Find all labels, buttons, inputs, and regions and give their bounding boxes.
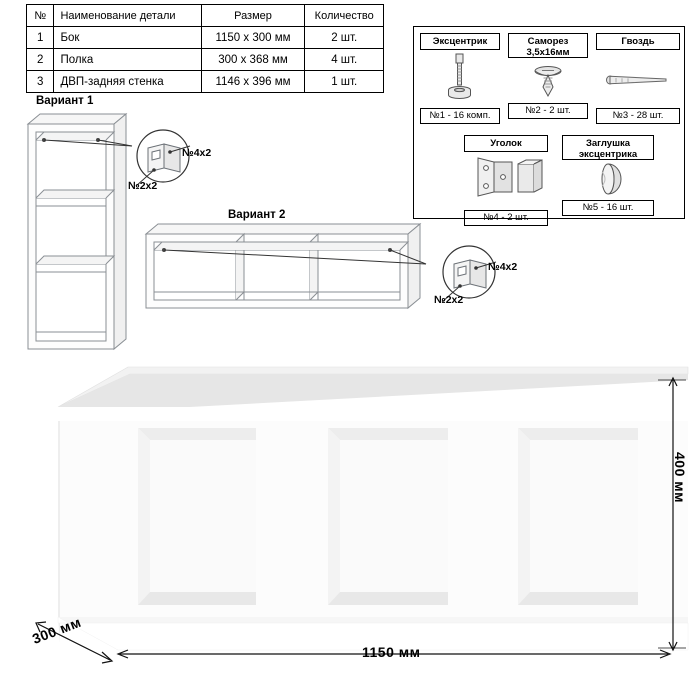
table-row [27,71,384,93]
column-header-number: № [27,5,54,27]
variant-1-label: Вариант 1 [36,95,94,107]
screw-icon [508,58,588,103]
cell-size: 300 х 368 мм [201,49,305,71]
hardware-list [413,26,685,223]
corner-bracket-icon [464,152,548,210]
variant-1-callout-bubble [118,126,208,206]
dimension-width: 1150 мм [362,644,421,660]
hardware-title-line2: 3,5х16мм [526,47,570,58]
column-header-qty: Количество [305,5,384,27]
cell-qty: 4 шт. [305,49,384,71]
cell-name: Бок [54,27,201,49]
cell-name: ДВП-задняя стенка [54,71,201,93]
cam-cover-icon [562,160,654,200]
table-header-row [27,5,384,27]
hardware-item-nail [596,33,680,124]
column-header-name: Наименование детали [54,5,201,27]
hardware-title: Гвоздь [596,33,680,50]
cell-size: 1146 х 396 мм [201,71,305,93]
hardware-title-line1: Саморез [527,36,569,47]
column-header-size: Размер [201,5,305,27]
nail-icon [596,50,680,108]
hardware-title [508,33,588,58]
hardware-qty: №4 - 2 шт. [464,210,548,226]
hardware-title [562,135,654,160]
hardware-item-eccentric [420,33,500,124]
cell-number: 1 [27,27,54,49]
hardware-qty: №2 - 2 шт. [508,103,588,119]
variant-2-callout-2: №2х2 [434,294,464,306]
hardware-qty: №3 - 28 шт. [596,108,680,124]
cell-number: 3 [27,71,54,93]
cell-qty: 1 шт. [305,71,384,93]
hardware-item-cam-cover [562,135,654,216]
variant-2-callout-bubble [424,240,514,320]
dimension-height: 400 мм [672,452,688,503]
cell-size: 1150 х 300 мм [201,27,305,49]
table-row [27,27,384,49]
cell-name: Полка [54,49,201,71]
parts-table [26,4,384,93]
hardware-title: Уголок [464,135,548,152]
variant-2-label: Вариант 2 [228,209,286,221]
hardware-title-line2: эксцентрика [578,149,638,160]
hardware-title-line1: Заглушка [585,138,631,149]
variant-1-callout-1: №4х2 [182,147,212,159]
cell-qty: 2 шт. [305,27,384,49]
cell-number: 2 [27,49,54,71]
hardware-qty: №5 - 16 шт. [562,200,654,216]
table-row [27,49,384,71]
variant-1-callout-2: №2х2 [128,180,158,192]
hardware-item-screw [508,33,588,119]
hardware-item-bracket [464,135,548,226]
hardware-qty: №1 - 16 комп. [420,108,500,124]
product-photo [18,360,700,680]
eccentric-cam-icon [420,50,500,108]
dimension-depth: 300 мм [30,613,84,647]
variant-2-callout-1: №4х2 [488,261,518,273]
variant-2-drawing [140,222,430,332]
hardware-title: Эксцентрик [420,33,500,50]
